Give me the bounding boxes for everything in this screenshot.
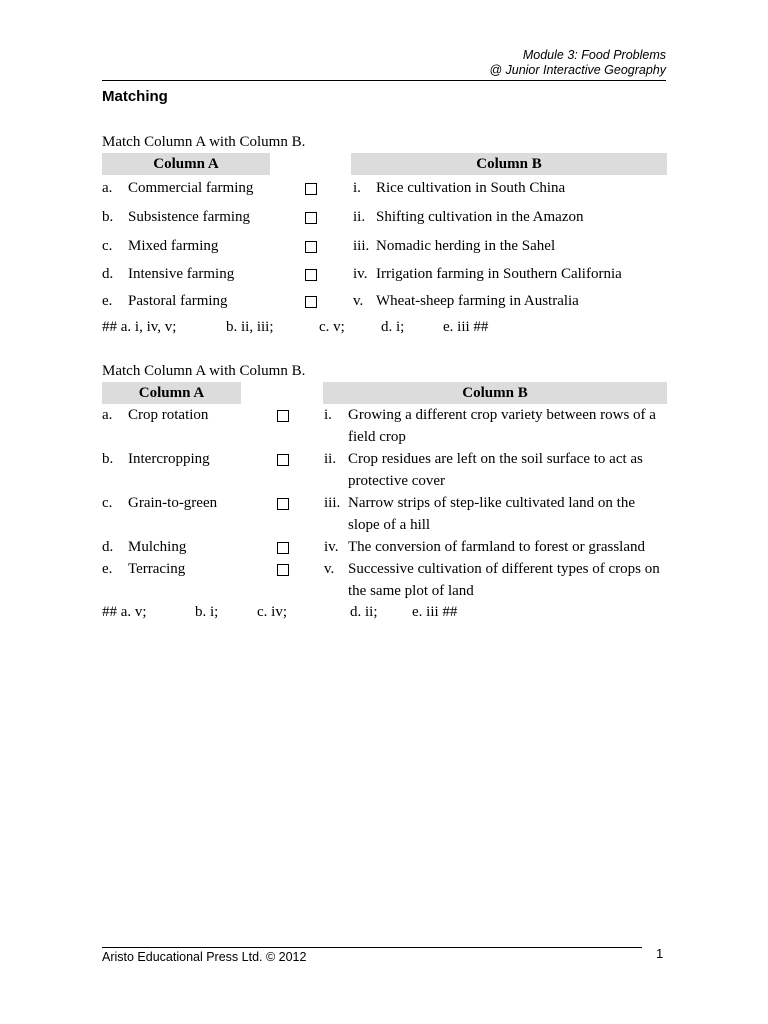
column-a-letter: e.	[102, 293, 113, 309]
match-row	[102, 558, 668, 602]
match-row	[102, 536, 668, 558]
column-b-numeral: iii.	[324, 495, 341, 511]
column-a-item: Grain-to-green	[128, 495, 218, 511]
column-a-letter: c.	[102, 238, 113, 254]
answer-part: ## a. i, iv, v;	[102, 319, 177, 335]
column-b-numeral: v.	[324, 561, 335, 577]
matching-exercise-2	[102, 361, 668, 626]
column-b-item: Nomadic herding in the Sahel	[376, 238, 556, 254]
column-b-item: Shifting cultivation in the Amazon	[376, 209, 584, 225]
match-row	[102, 263, 668, 287]
column-a-item: Intensive farming	[128, 266, 235, 282]
column-a-item: Subsistence farming	[128, 209, 251, 225]
exercise-instruction: Match Column A with Column B.	[102, 134, 306, 150]
column-a-item: Terracing	[128, 561, 186, 577]
match-row	[102, 177, 668, 201]
column-a-item: Mixed farming	[128, 238, 219, 254]
column-b-numeral: ii.	[324, 451, 337, 467]
column-b-item: Irrigation farming in Southern California	[376, 266, 622, 282]
answer-part: b. ii, iii;	[226, 319, 274, 335]
answer-part: d. i;	[381, 319, 405, 335]
answer-checkbox[interactable]	[305, 183, 317, 195]
answer-checkbox[interactable]	[277, 454, 289, 466]
answer-checkbox[interactable]	[305, 296, 317, 308]
column-a-item: Pastoral farming	[128, 293, 228, 309]
answer-checkbox[interactable]	[277, 564, 289, 576]
column-a-item: Commercial farming	[128, 180, 254, 196]
answer-checkbox[interactable]	[305, 212, 317, 224]
matching-exercise-1	[102, 132, 668, 342]
column-a-heading: Column A	[102, 382, 241, 404]
page-number: 1	[656, 946, 664, 961]
match-row	[102, 206, 668, 230]
answer-part: c. v;	[319, 319, 345, 335]
answer-part: ## a. v;	[102, 604, 147, 620]
column-b-item: Crop residues are left on the soil surface to act as protective cover	[348, 451, 643, 489]
column-b-item: Rice cultivation in South China	[376, 180, 566, 196]
column-a-item: Mulching	[128, 539, 187, 555]
column-b-heading: Column B	[351, 153, 667, 175]
match-row	[102, 290, 668, 314]
column-a-letter: a.	[102, 407, 113, 423]
publisher-credit: Aristo Educational Press Ltd. © 2012	[102, 950, 307, 964]
column-b-heading: Column B	[323, 382, 667, 404]
column-b-numeral: v.	[353, 293, 364, 309]
answer-part: b. i;	[195, 604, 219, 620]
column-b-numeral: i.	[324, 407, 332, 423]
page-header	[102, 48, 666, 81]
answer-key	[102, 317, 668, 337]
answer-checkbox[interactable]	[305, 241, 317, 253]
match-row	[102, 448, 668, 492]
book-title: @ Junior Interactive Geography	[489, 63, 666, 77]
column-a-item: Crop rotation	[128, 407, 209, 423]
exercise-instruction: Match Column A with Column B.	[102, 363, 306, 379]
column-a-letter: b.	[102, 209, 114, 225]
column-a-letter: e.	[102, 561, 113, 577]
column-a-letter: d.	[102, 266, 114, 282]
column-b-numeral: iii.	[353, 238, 370, 254]
answer-checkbox[interactable]	[277, 498, 289, 510]
module-title: Module 3: Food Problems	[522, 48, 666, 62]
column-a-letter: c.	[102, 495, 113, 511]
column-b-item: The conversion of farmland to forest or grassland	[348, 539, 645, 555]
match-row	[102, 404, 668, 448]
column-b-numeral: iv.	[353, 266, 368, 282]
column-b-item: Narrow strips of step-like cultivated land on the slope of a hill	[348, 495, 636, 533]
column-b-item: Successive cultivation of different types of crops on the same plot of land	[348, 561, 660, 599]
answer-key	[102, 602, 668, 622]
answer-part: d. ii;	[350, 604, 378, 620]
section-title: Matching	[102, 88, 168, 105]
column-b-item: Wheat-sheep farming in Australia	[376, 293, 579, 309]
match-row	[102, 235, 668, 259]
answer-part: e. iii ##	[443, 319, 489, 335]
column-b-numeral: ii.	[353, 209, 366, 225]
column-b-numeral: iv.	[324, 539, 339, 555]
column-b-numeral: i.	[353, 180, 361, 196]
column-a-item: Intercropping	[128, 451, 210, 467]
column-a-letter: b.	[102, 451, 114, 467]
column-a-heading: Column A	[102, 153, 270, 175]
answer-part: e. iii ##	[412, 604, 458, 620]
column-a-letter: a.	[102, 180, 113, 196]
page-footer	[102, 947, 642, 966]
answer-part: c. iv;	[257, 604, 287, 620]
answer-checkbox[interactable]	[277, 542, 289, 554]
answer-checkbox[interactable]	[305, 269, 317, 281]
column-a-letter: d.	[102, 539, 114, 555]
match-row	[102, 492, 668, 536]
column-b-item: Growing a different crop variety between rows of a field crop	[348, 407, 656, 445]
answer-checkbox[interactable]	[277, 410, 289, 422]
